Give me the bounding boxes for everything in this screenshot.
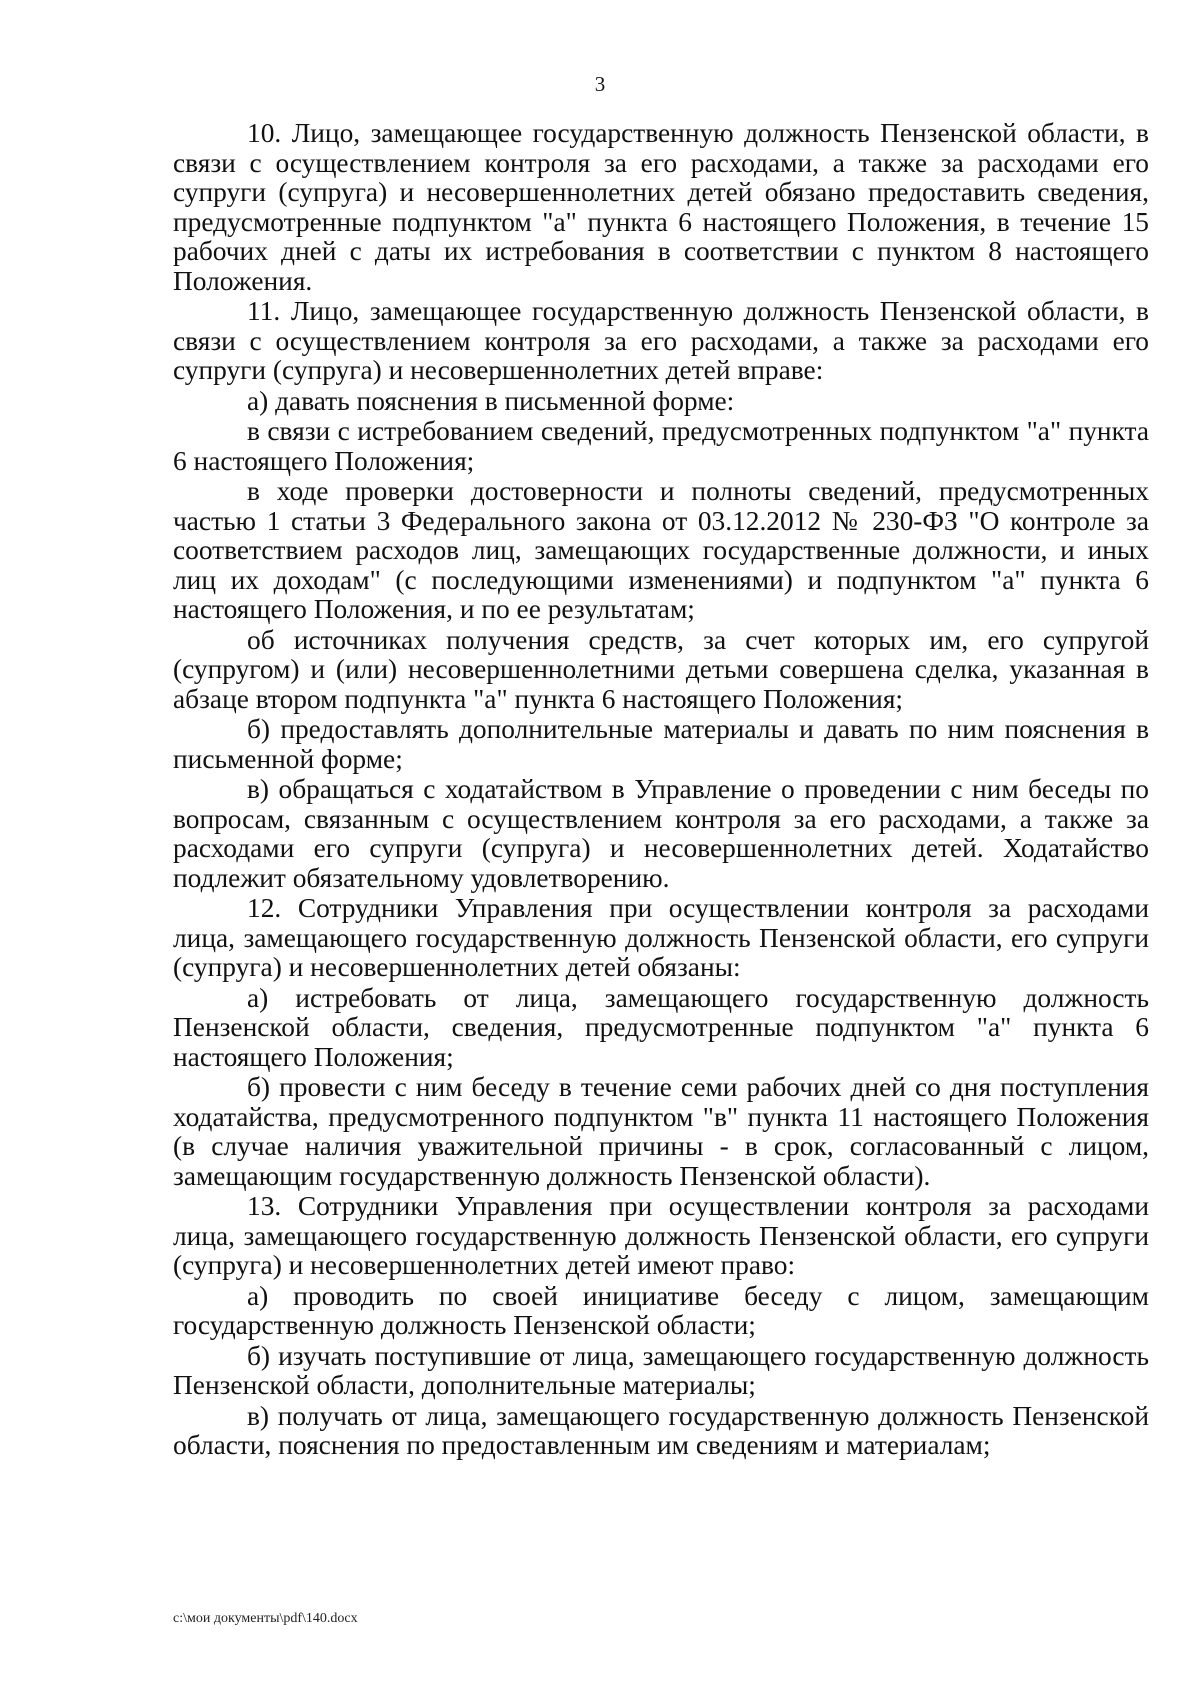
paragraph-13-a: а) проводить по своей инициативе беседу с лицом, замещающим государственную должность Пензенской области; — [173, 1280, 1149, 1340]
paragraph-11-b: б) предоставлять дополнительные материалы и давать по ним пояснения в письменной форме; — [173, 714, 1149, 774]
paragraph-11-a-3: об источниках получения средств, за счет которых им, его супругой (супругом) и (или) несовершеннолетними детьми совершена сделка, указанная в абзаце втором подпункта "а" пункта 6 настоящего Положения; — [173, 624, 1149, 714]
paragraph-12-b: б) провести с ним беседу в течение семи рабочих дней со дня поступления ходатайства, предусмотренного подпунктом "в" пункта 11 настоящего Положения (в случае наличия уважительной причины - в срок, согласованный с лицом, замещающим государственную должность Пензенской области). — [173, 1072, 1149, 1191]
paragraph-11-a: а) давать пояснения в письменной форме: — [247, 385, 735, 416]
paragraph-10: 10. Лицо, замещающее государственную должность Пензенской области, в связи с осуществлением контроля за его расходами, а также за расходами его супруги (супруга) и несовершеннолетних детей обязано предоставить сведения, предусмотренные подпунктом "а" пункта 6 настоящего Положения, в течение 15 рабочих дней с даты их истребования в соответствии с пунктом 8 настоящего Положения. — [173, 118, 1149, 296]
paragraph-13-v: в) получать от лица, замещающего государственную должность Пензенской области, пояснения по предоставленным им сведениям и материалам; — [173, 1400, 1149, 1460]
paragraph-11-v: в) обращаться с ходатайством в Управление о проведении с ним беседы по вопросам, связанным с осуществлением контроля за его расходами, а также за расходами его супруги (супруга) и несовершеннолетних детей. Ходатайство подлежит обязательному удовлетворению. — [173, 774, 1149, 893]
paragraph-11-a-1: в связи с истребованием сведений, предусмотренных подпунктом "а" пункта 6 настоящего Положения; — [173, 416, 1149, 476]
paragraph-11-a-2: в ходе проверки достоверности и полноты сведений, предусмотренных частью 1 статьи 3 Федерального закона от 03.12.2012 № 230-ФЗ "О контроле за соответствием расходов лиц, замещающих государственные должности, и иных лиц их доходам" (с последующими изменениями) и подпунктом "а" пункта 6 настоящего Положения, и по ее результатам; — [173, 476, 1149, 624]
document-body — [173, 119, 1149, 1462]
paragraph-12-a: а) истребовать от лица, замещающего государственную должность Пензенской области, сведения, предусмотренные подпунктом "а" пункта 6 настоящего Положения; — [173, 982, 1149, 1072]
paragraph-13-b: б) изучать поступившие от лица, замещающего государственную должность Пензенской области, дополнительные материалы; — [173, 1340, 1149, 1400]
paragraph-11: 11. Лицо, замещающее государственную должность Пензенской области, в связи с осуществлением контроля за его расходами, а также за расходами его супруги (супруга) и несовершеннолетних детей вправе: — [173, 296, 1149, 385]
footer-file-path: c:\мои документы\pdf\140.docx — [173, 1611, 358, 1626]
page-number: 3 — [594, 72, 606, 96]
paragraph-12: 12. Сотрудники Управления при осуществлении контроля за расходами лица, замещающего государственную должность Пензенской области, его супруги (супруга) и несовершеннолетних детей обязаны: — [173, 893, 1149, 982]
paragraph-13: 13. Сотрудники Управления при осуществлении контроля за расходами лица, замещающего государственную должность Пензенской области, его супруги (супруга) и несовершеннолетних детей имеют право: — [173, 1191, 1149, 1280]
